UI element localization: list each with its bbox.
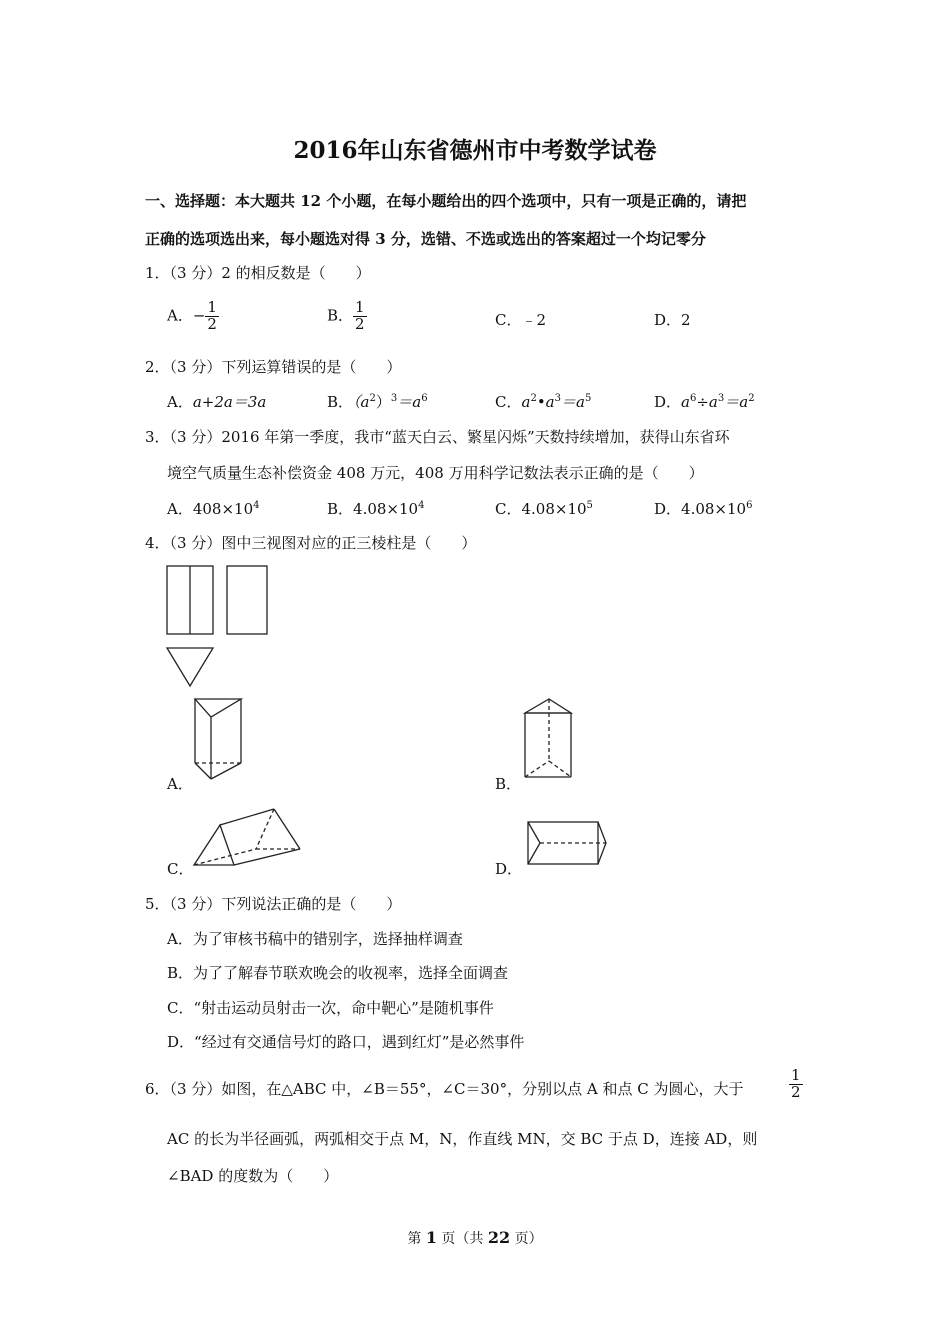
page-total: 22 <box>487 1228 511 1247</box>
q6-fraction: $\frac{1}{2}$ <box>791 1066 801 1101</box>
question-6-stem-line1: 6．（3 分）如图，在△ABC 中，∠B＝55°，∠C＝30°，分别以点 A 和点 C 为圆心，大于 <box>145 1080 744 1098</box>
q4-option-d-prism <box>526 820 611 868</box>
q1-option-b: B． $\frac{1}{2}$ <box>327 298 365 333</box>
question-6-stem-line2: AC 的长为半径画弧，两弧相交于点 M，N，作直线 MN，交 BC 于点 D，连接 AD，则 <box>167 1130 758 1148</box>
q4-option-b-prism <box>523 697 578 782</box>
question-3-stem-line2: 境空气质量生态补偿资金 408 万元，408 万用科学记数法表示正确的是（ ） <box>167 464 704 482</box>
question-1-stem: 1．（3 分）2 的相反数是（ ） <box>145 264 371 282</box>
q5-option-c: C．“射击运动员射击一次，命中靶心”是随机事件 <box>167 999 494 1017</box>
q2-option-c: C．$a^2•a^3=a^5$ <box>495 393 592 411</box>
q3-option-a: A．$408\times 10^4$ <box>167 500 260 518</box>
question-6-stem-line3: ∠BAD 的度数为（ ） <box>167 1167 339 1185</box>
page-number: 1 <box>425 1228 437 1247</box>
q4-option-c-prism <box>192 805 307 870</box>
q5-option-b: B．为了了解春节联欢晚会的收视率，选择全面调查 <box>167 964 509 982</box>
three-view-diagram <box>165 564 275 689</box>
q4-option-a-prism <box>193 697 248 782</box>
question-3-stem-line1: 3．（3 分）2016 年第一季度，我市“蓝天白云、繁星闪烁”天数持续增加，获得山东省环 <box>145 428 730 446</box>
section-instruction-line1: 一、选择题：本大题共 12 个小题，在每小题给出的四个选项中，只有一项是正确的，请把 <box>145 192 747 210</box>
q2-option-d: D．$a^6\div a^3=a^2$ <box>654 393 755 411</box>
section-instruction-line2: 正确的选项选出来，每小题选对得 3 分，选错、不选或选出的答案超过一个均记零分 <box>145 230 706 248</box>
q4-option-c-label: C． <box>167 860 194 878</box>
page-title: 2016年山东省德州市中考数学试卷 <box>293 137 657 164</box>
q4-option-d-label: D． <box>495 860 523 878</box>
question-5-stem: 5．（3 分）下列说法正确的是（ ） <box>145 895 402 913</box>
q2-option-a: A．a+2a＝3a <box>167 393 267 411</box>
q3-option-c: C．$4.08\times 10^5$ <box>495 500 593 518</box>
q4-option-b-label: B． <box>495 775 522 793</box>
page-footer: 第 1 页（共 22 页） <box>407 1228 543 1247</box>
q1-option-d: D．2 <box>654 311 691 329</box>
q1-option-a: A．− $\frac{1}{2}$ <box>167 298 217 333</box>
q5-option-d: D．“经过有交通信号灯的路口，遇到红灯”是必然事件 <box>167 1033 525 1051</box>
question-4-stem: 4．（3 分）图中三视图对应的正三棱柱是（ ） <box>145 534 477 552</box>
q3-option-d: D．$4.08\times 10^6$ <box>654 500 753 518</box>
q1-option-c: C．﹣2 <box>495 311 547 329</box>
question-2-stem: 2．（3 分）下列运算错误的是（ ） <box>145 358 402 376</box>
q4-option-a-label: A． <box>167 775 193 793</box>
q2-option-b: B．$(a^2)^3=a^6$ <box>327 393 428 411</box>
q5-option-a: A．为了审核书稿中的错别字，选择抽样调查 <box>167 930 463 948</box>
q3-option-b: B．$4.08\times 10^4$ <box>327 500 425 518</box>
